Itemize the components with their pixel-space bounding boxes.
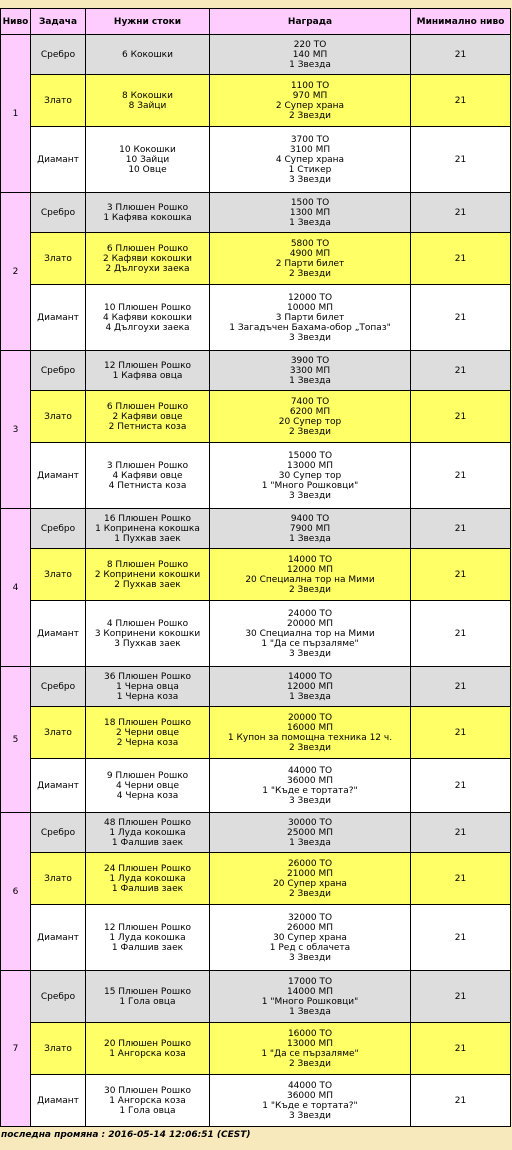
table-header-row — [1, 9, 511, 35]
table-row — [1, 391, 511, 443]
min-level-cell: 21 — [411, 905, 511, 971]
reward-cell: 16000 ТО 13000 МП 1 "Да се пързаляме" 2 Звезди — [210, 1023, 411, 1075]
level-cell: 4 — [1, 509, 31, 667]
min-level-cell: 21 — [411, 391, 511, 443]
table-row — [1, 759, 511, 813]
header-min-level: Минимално ниво — [411, 9, 511, 35]
reward-cell: 3700 ТО 3100 МП 4 Супер храна 1 Стикер 3 Звезди — [210, 127, 411, 193]
min-level-cell: 21 — [411, 285, 511, 351]
task-cell: Сребро — [31, 509, 86, 549]
goods-cell: 6 Плюшен Рошко 2 Кафяви овце 2 Петниста коза — [86, 391, 210, 443]
min-level-cell: 21 — [411, 351, 511, 391]
task-cell: Злато — [31, 707, 86, 759]
reward-cell: 1100 ТО 970 МП 2 Супер храна 2 Звезди — [210, 75, 411, 127]
table-row — [1, 853, 511, 905]
level-cell: 2 — [1, 193, 31, 351]
min-level-cell: 21 — [411, 1023, 511, 1075]
task-cell: Диамант — [31, 285, 86, 351]
header-level: Ниво — [1, 9, 31, 35]
reward-cell: 14000 ТО 12000 МП 1 Звезда — [210, 667, 411, 707]
table-row — [1, 509, 511, 549]
reward-cell: 44000 ТО 36000 МП 1 "Къде е тортата?" 3 Звезди — [210, 759, 411, 813]
header-reward: Награда — [210, 9, 411, 35]
min-level-cell: 21 — [411, 1075, 511, 1127]
min-level-cell: 21 — [411, 853, 511, 905]
last-modified-footer: последна промяна : 2016-05-14 12:06:51 (CEST) — [1, 1130, 251, 1140]
task-cell: Сребро — [31, 971, 86, 1023]
table-row — [1, 905, 511, 971]
min-level-cell: 21 — [411, 193, 511, 233]
table-row — [1, 75, 511, 127]
reward-cell: 26000 ТО 21000 МП 20 Супер храна 2 Звезди — [210, 853, 411, 905]
min-level-cell: 21 — [411, 549, 511, 601]
level-cell: 7 — [1, 971, 31, 1127]
min-level-cell: 21 — [411, 75, 511, 127]
level-cell: 6 — [1, 813, 31, 971]
task-cell: Диамант — [31, 905, 86, 971]
table-row — [1, 813, 511, 853]
table-row — [1, 1075, 511, 1127]
reward-cell: 15000 ТО 13000 МП 30 Супер тор 1 "Много Рошковци" 3 Звезди — [210, 443, 411, 509]
table-row — [1, 193, 511, 233]
table-row — [1, 127, 511, 193]
task-cell: Злато — [31, 75, 86, 127]
goods-cell: 48 Плюшен Рошко 1 Луда кокошка 1 Фалшив заек — [86, 813, 210, 853]
task-cell: Сребро — [31, 813, 86, 853]
goods-cell: 36 Плюшен Рошко 1 Черна овца 1 Черна коза — [86, 667, 210, 707]
goods-cell: 6 Кокошки — [86, 35, 210, 75]
table-row — [1, 601, 511, 667]
task-cell: Диамант — [31, 127, 86, 193]
goods-cell: 10 Кокошки 10 Зайци 10 Овце — [86, 127, 210, 193]
level-cell: 1 — [1, 35, 31, 193]
table-row — [1, 443, 511, 509]
level-cell: 5 — [1, 667, 31, 813]
min-level-cell: 21 — [411, 35, 511, 75]
table-row — [1, 667, 511, 707]
min-level-cell: 21 — [411, 443, 511, 509]
reward-cell: 7400 ТО 6200 МП 20 Супер тор 2 Звезди — [210, 391, 411, 443]
reward-cell: 30000 ТО 25000 МП 1 Звезда — [210, 813, 411, 853]
reward-cell: 12000 ТО 10000 МП 3 Парти билет 1 Загадъчен Бахама-обор „Топаз" 3 Звезди — [210, 285, 411, 351]
goods-cell: 3 Плюшен Рошко 1 Кафява кокошка — [86, 193, 210, 233]
reward-cell: 1500 ТО 1300 МП 1 Звезда — [210, 193, 411, 233]
goods-cell: 24 Плюшен Рошко 1 Луда кокошка 1 Фалшив заек — [86, 853, 210, 905]
task-cell: Диамант — [31, 1075, 86, 1127]
table-body — [1, 35, 511, 1127]
goods-cell: 3 Плюшен Рошко 4 Кафяви овце 4 Петниста коза — [86, 443, 210, 509]
goods-cell: 10 Плюшен Рошко 4 Кафяви кокошки 4 Дългоухи заека — [86, 285, 210, 351]
table-row — [1, 351, 511, 391]
goods-cell: 8 Кокошки 8 Зайци — [86, 75, 210, 127]
level-cell: 3 — [1, 351, 31, 509]
table-row — [1, 549, 511, 601]
goods-cell: 30 Плюшен Рошко 1 Ангорска коза 1 Гола овца — [86, 1075, 210, 1127]
min-level-cell: 21 — [411, 759, 511, 813]
task-cell: Диамант — [31, 759, 86, 813]
goods-cell: 16 Плюшен Рошко 1 Копринена кокошка 1 Пухкав заек — [86, 509, 210, 549]
task-cell: Злато — [31, 549, 86, 601]
header-task: Задача — [31, 9, 86, 35]
min-level-cell: 21 — [411, 509, 511, 549]
table-row — [1, 35, 511, 75]
reward-cell: 32000 ТО 26000 МП 30 Супер храна 1 Ред с облачета 3 Звезди — [210, 905, 411, 971]
goods-cell: 8 Плюшен Рошко 2 Копринени кокошки 2 Пухкав заек — [86, 549, 210, 601]
task-cell: Сребро — [31, 667, 86, 707]
reward-cell: 5800 ТО 4900 МП 2 Парти билет 2 Звезди — [210, 233, 411, 285]
task-cell: Злато — [31, 233, 86, 285]
task-cell: Сребро — [31, 351, 86, 391]
header-goods: Нужни стоки — [86, 9, 210, 35]
reward-cell: 9400 ТО 7900 МП 1 Звезда — [210, 509, 411, 549]
reward-cell: 220 ТО 140 МП 1 Звезда — [210, 35, 411, 75]
goods-cell: 4 Плюшен Рошко 3 Копринени кокошки 3 Пухкав заек — [86, 601, 210, 667]
min-level-cell: 21 — [411, 971, 511, 1023]
min-level-cell: 21 — [411, 127, 511, 193]
table-row — [1, 1023, 511, 1075]
task-cell: Злато — [31, 853, 86, 905]
table-row — [1, 707, 511, 759]
min-level-cell: 21 — [411, 233, 511, 285]
task-cell: Диамант — [31, 443, 86, 509]
goods-cell: 12 Плюшен Рошко 1 Кафява овца — [86, 351, 210, 391]
reward-cell: 44000 ТО 36000 МП 1 "Къде е тортата?" 3 Звезди — [210, 1075, 411, 1127]
table-row — [1, 971, 511, 1023]
goods-cell: 6 Плюшен Рошко 2 Кафяви кокошки 2 Дългоухи заека — [86, 233, 210, 285]
reward-cell: 3900 ТО 3300 МП 1 Звезда — [210, 351, 411, 391]
min-level-cell: 21 — [411, 667, 511, 707]
min-level-cell: 21 — [411, 601, 511, 667]
min-level-cell: 21 — [411, 813, 511, 853]
quests-table — [0, 8, 511, 1127]
goods-cell: 20 Плюшен Рошко 1 Ангорска коза — [86, 1023, 210, 1075]
reward-cell: 17000 ТО 14000 МП 1 "Много Рошковци" 1 Звезда — [210, 971, 411, 1023]
goods-cell: 18 Плюшен Рошко 2 Черни овце 2 Черна коза — [86, 707, 210, 759]
goods-cell: 12 Плюшен Рошко 1 Луда кокошка 1 Фалшив заек — [86, 905, 210, 971]
task-cell: Диамант — [31, 601, 86, 667]
task-cell: Сребро — [31, 35, 86, 75]
task-cell: Злато — [31, 1023, 86, 1075]
table-row — [1, 285, 511, 351]
goods-cell: 15 Плюшен Рошко 1 Гола овца — [86, 971, 210, 1023]
reward-cell: 24000 ТО 20000 МП 30 Специална тор на Мими 1 "Да се пързаляме" 3 Звезди — [210, 601, 411, 667]
goods-cell: 9 Плюшен Рошко 4 Черни овце 4 Черна коза — [86, 759, 210, 813]
reward-cell: 20000 ТО 16000 МП 1 Купон за помощна техника 12 ч. 2 Звезди — [210, 707, 411, 759]
task-cell: Злато — [31, 391, 86, 443]
reward-cell: 14000 ТО 12000 МП 20 Специална тор на Мими 2 Звезди — [210, 549, 411, 601]
table-row — [1, 233, 511, 285]
task-cell: Сребро — [31, 193, 86, 233]
min-level-cell: 21 — [411, 707, 511, 759]
